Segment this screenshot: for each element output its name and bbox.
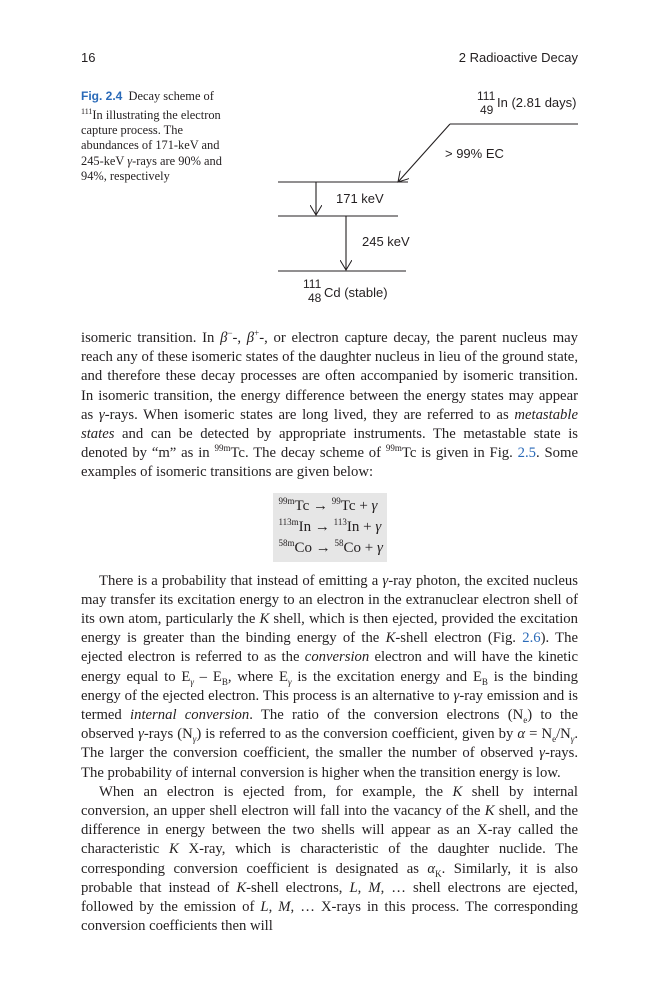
body-text [81,329,578,936]
gamma-245-label: 245 keV [362,234,410,249]
running-head: 2 Radioactive Decay [458,50,578,65]
isomeric-transition-equations [273,493,387,562]
gamma-171-label: 171 keV [336,191,384,206]
figure-label: Fig. 2.4 [81,89,123,103]
daughter-atomic-number: 48 [308,291,322,305]
paragraph-isomeric-transition: isomeric transition. In β−-, β+-, or electron capture decay, the parent nucleus may reach any of these isomeric states of the daughter nucleus in lieu of the ground state, and therefore these decay processes are often accompanied by isomeric transition. In isomeric transition, the energy difference between the energy states may appear as γ-rays. When isomeric states are long lived, they are referred to as metastable states and can be detected by appropriate instruments. The metastable state is denoted by “m” as in $^{99m}$Tc. The decay scheme of $^{99m}$Tc is given in Fig. 2.5. Some examples of isomeric transitions are given below: [81,328,578,481]
figure-caption: Fig. 2.4 Decay scheme of $^{111}$In illustrating the electron capture process. The abundances of 171-keV and 245-keV γ-rays are 90% and 94%, respectively [81,89,222,183]
fig-2-6-link[interactable]: 2.6 [522,630,541,647]
paragraph-characteristic-xray: When an electron is ejected from, for example, the K shell by internal conversion, an upper shell electron will fall into the vacancy of the K shell, and the difference in energy between the two shells will appear as an X-ray called the characteristic K X-ray, which is characteristic of the daughter nuclide. The corresponding conversion coefficient is designated as $\alpha_K$. Similarly, it is also probable that instead of K-shell electrons, L, M, … shell electrons are ejected, followed by the emission of L, M, … X-rays in this process. The corresponding conversion coefficients then will [81,783,579,935]
daughter-mass-number: 111 [303,277,322,291]
parent-nuclide-label: In (2.81 days) [497,95,577,110]
equation-row: $^{58m}$Co → $^{58}$Co + γ [278,537,383,556]
ec-branch-label: > 99% EC [445,146,504,161]
fig-2-5-link[interactable]: 2.5 [517,445,536,462]
parent-mass-number: 111 [477,89,496,103]
daughter-nuclide-label: Cd (stable) [324,285,388,300]
equation-row: $^{113m}$In → $^{113}$In + γ [278,516,382,535]
paragraph-internal-conversion: There is a probability that instead of emitting a γ-ray photon, the excited nucleus may transfer its excitation energy to an electron in the extranuclear electron shell of its own atom, particularly the K shell, which is then ejected, provided the excitation energy is greater than the binding energy of the K-shell electron (Fig. 2.6). The ejected electron is referred to as the conversion electron and will have the kinetic energy equal to $E_\gamma - E_B$, where $E_\gamma$ is the excitation energy and $E_B$ is the binding energy of the ejected electron. This process is an alternative to γ-ray emission and is termed internal conversion. The ratio of the conversion electrons $(N_e)$ to the observed γ-rays $(N_\gamma)$ is referred to as the conversion coefficient, given by $\alpha = N_e/N_\gamma$. The larger the conversion coefficient, the smaller the number of observed γ-rays. The probability of internal conversion is higher when the transition energy is low. [81,572,579,781]
parent-atomic-number: 49 [480,103,494,117]
page-number: 16 [81,50,96,65]
equation-row: $^{99m}$Tc → $^{99}$Tc + γ [278,495,378,514]
decay-scheme-diagram [260,86,590,311]
ec-branch-arrow [398,124,450,182]
